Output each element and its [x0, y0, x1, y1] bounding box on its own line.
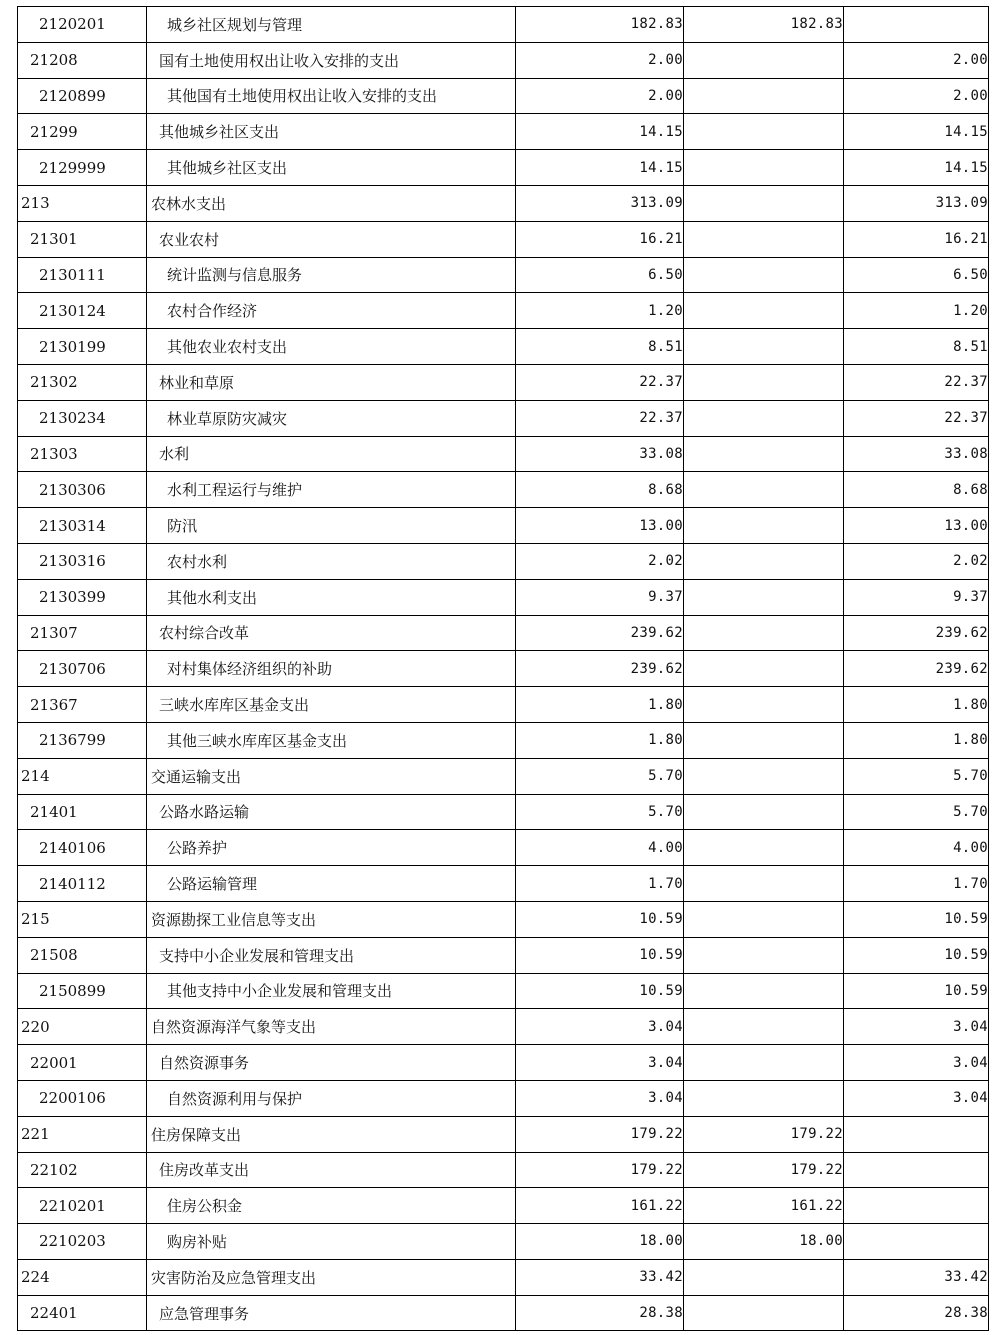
subject-name-cell: 其他三峡水库库区基金支出 — [147, 722, 516, 758]
project-expenditure-cell: 3.04 — [844, 1045, 989, 1081]
subject-name-cell: 林业和草原 — [147, 364, 516, 400]
basic-expenditure-cell — [684, 722, 844, 758]
subject-code-cell: 2120201 — [18, 7, 147, 43]
basic-expenditure-cell — [684, 150, 844, 186]
total-amount-cell: 313.09 — [516, 185, 684, 221]
total-amount-cell: 10.59 — [516, 901, 684, 937]
basic-expenditure-cell: 179.22 — [684, 1116, 844, 1152]
subject-code-cell: 2130234 — [18, 400, 147, 436]
project-expenditure-cell: 8.68 — [844, 472, 989, 508]
table-row — [18, 687, 989, 723]
table-row — [18, 257, 989, 293]
basic-expenditure-cell — [684, 508, 844, 544]
subject-code-cell: 21401 — [18, 794, 147, 830]
total-amount-cell: 1.70 — [516, 866, 684, 902]
table-row — [18, 651, 989, 687]
subject-name-cell: 农村合作经济 — [147, 293, 516, 329]
subject-name-cell: 农林水支出 — [147, 185, 516, 221]
subject-code-cell: 2130316 — [18, 543, 147, 579]
basic-expenditure-cell — [684, 651, 844, 687]
basic-expenditure-cell — [684, 42, 844, 78]
project-expenditure-cell: 4.00 — [844, 830, 989, 866]
table-row — [18, 1116, 989, 1152]
basic-expenditure-cell — [684, 543, 844, 579]
subject-name-cell: 自然资源利用与保护 — [147, 1080, 516, 1116]
project-expenditure-cell: 5.70 — [844, 758, 989, 794]
basic-expenditure-cell — [684, 973, 844, 1009]
total-amount-cell: 13.00 — [516, 508, 684, 544]
subject-code-cell: 2120899 — [18, 78, 147, 114]
total-amount-cell: 239.62 — [516, 615, 684, 651]
project-expenditure-cell: 10.59 — [844, 937, 989, 973]
project-expenditure-cell: 33.08 — [844, 436, 989, 472]
subject-name-cell: 其他水利支出 — [147, 579, 516, 615]
subject-code-cell: 21367 — [18, 687, 147, 723]
basic-expenditure-cell — [684, 114, 844, 150]
subject-code-cell: 21508 — [18, 937, 147, 973]
subject-name-cell: 住房改革支出 — [147, 1152, 516, 1188]
subject-name-cell: 应急管理事务 — [147, 1295, 516, 1331]
subject-name-cell: 公路水路运输 — [147, 794, 516, 830]
table-row — [18, 508, 989, 544]
table-row — [18, 758, 989, 794]
project-expenditure-cell: 1.70 — [844, 866, 989, 902]
subject-name-cell: 公路养护 — [147, 830, 516, 866]
project-expenditure-cell: 313.09 — [844, 185, 989, 221]
table-row — [18, 78, 989, 114]
subject-name-cell: 购房补贴 — [147, 1224, 516, 1260]
total-amount-cell: 3.04 — [516, 1045, 684, 1081]
subject-code-cell: 224 — [18, 1259, 147, 1295]
total-amount-cell: 4.00 — [516, 830, 684, 866]
project-expenditure-cell: 239.62 — [844, 615, 989, 651]
subject-code-cell: 22401 — [18, 1295, 147, 1331]
total-amount-cell: 28.38 — [516, 1295, 684, 1331]
subject-name-cell: 国有土地使用权出让收入安排的支出 — [147, 42, 516, 78]
basic-expenditure-cell — [684, 1295, 844, 1331]
subject-name-cell: 其他国有土地使用权出让收入安排的支出 — [147, 78, 516, 114]
project-expenditure-cell: 13.00 — [844, 508, 989, 544]
subject-name-cell: 水利工程运行与维护 — [147, 472, 516, 508]
subject-name-cell: 自然资源事务 — [147, 1045, 516, 1081]
project-expenditure-cell: 22.37 — [844, 364, 989, 400]
subject-code-cell: 21208 — [18, 42, 147, 78]
subject-name-cell: 住房保障支出 — [147, 1116, 516, 1152]
total-amount-cell: 5.70 — [516, 794, 684, 830]
subject-code-cell: 2200106 — [18, 1080, 147, 1116]
project-expenditure-cell — [844, 1116, 989, 1152]
table-row — [18, 1224, 989, 1260]
table-row — [18, 185, 989, 221]
project-expenditure-cell: 8.51 — [844, 329, 989, 365]
basic-expenditure-cell — [684, 329, 844, 365]
total-amount-cell: 22.37 — [516, 400, 684, 436]
subject-code-cell: 2140112 — [18, 866, 147, 902]
basic-expenditure-cell — [684, 866, 844, 902]
total-amount-cell: 8.51 — [516, 329, 684, 365]
basic-expenditure-cell — [684, 400, 844, 436]
basic-expenditure-cell — [684, 221, 844, 257]
subject-name-cell: 水利 — [147, 436, 516, 472]
total-amount-cell: 33.08 — [516, 436, 684, 472]
subject-code-cell: 2210201 — [18, 1188, 147, 1224]
table-row — [18, 293, 989, 329]
basic-expenditure-cell: 18.00 — [684, 1224, 844, 1260]
total-amount-cell: 18.00 — [516, 1224, 684, 1260]
basic-expenditure-cell — [684, 293, 844, 329]
project-expenditure-cell: 6.50 — [844, 257, 989, 293]
project-expenditure-cell: 14.15 — [844, 114, 989, 150]
subject-code-cell: 2130399 — [18, 579, 147, 615]
table-row — [18, 1295, 989, 1331]
total-amount-cell: 161.22 — [516, 1188, 684, 1224]
basic-expenditure-cell: 179.22 — [684, 1152, 844, 1188]
table-row — [18, 722, 989, 758]
subject-name-cell: 交通运输支出 — [147, 758, 516, 794]
subject-name-cell: 农村综合改革 — [147, 615, 516, 651]
subject-name-cell: 三峡水库库区基金支出 — [147, 687, 516, 723]
subject-name-cell: 其他农业农村支出 — [147, 329, 516, 365]
project-expenditure-cell: 2.00 — [844, 42, 989, 78]
basic-expenditure-cell — [684, 794, 844, 830]
subject-name-cell: 自然资源海洋气象等支出 — [147, 1009, 516, 1045]
table-row — [18, 42, 989, 78]
total-amount-cell: 2.02 — [516, 543, 684, 579]
total-amount-cell: 3.04 — [516, 1080, 684, 1116]
project-expenditure-cell: 3.04 — [844, 1080, 989, 1116]
project-expenditure-cell: 16.21 — [844, 221, 989, 257]
basic-expenditure-cell — [684, 436, 844, 472]
subject-code-cell: 21301 — [18, 221, 147, 257]
subject-code-cell: 2130314 — [18, 508, 147, 544]
subject-name-cell: 统计监测与信息服务 — [147, 257, 516, 293]
total-amount-cell: 14.15 — [516, 150, 684, 186]
table-row — [18, 901, 989, 937]
total-amount-cell: 16.21 — [516, 221, 684, 257]
subject-code-cell: 2140106 — [18, 830, 147, 866]
subject-code-cell: 21307 — [18, 615, 147, 651]
table-row — [18, 114, 989, 150]
project-expenditure-cell: 10.59 — [844, 901, 989, 937]
subject-code-cell: 2129999 — [18, 150, 147, 186]
subject-code-cell: 215 — [18, 901, 147, 937]
basic-expenditure-cell — [684, 830, 844, 866]
subject-code-cell: 2210203 — [18, 1224, 147, 1260]
table-row — [18, 364, 989, 400]
table-row — [18, 472, 989, 508]
project-expenditure-cell: 1.20 — [844, 293, 989, 329]
subject-code-cell: 2136799 — [18, 722, 147, 758]
project-expenditure-cell: 9.37 — [844, 579, 989, 615]
subject-name-cell: 支持中小企业发展和管理支出 — [147, 937, 516, 973]
subject-code-cell: 22102 — [18, 1152, 147, 1188]
table-row — [18, 1152, 989, 1188]
basic-expenditure-cell — [684, 472, 844, 508]
table-row — [18, 1188, 989, 1224]
total-amount-cell: 5.70 — [516, 758, 684, 794]
total-amount-cell: 6.50 — [516, 257, 684, 293]
table-row — [18, 221, 989, 257]
total-amount-cell: 10.59 — [516, 937, 684, 973]
basic-expenditure-cell — [684, 937, 844, 973]
subject-code-cell: 214 — [18, 758, 147, 794]
total-amount-cell: 2.00 — [516, 42, 684, 78]
subject-code-cell: 2130111 — [18, 257, 147, 293]
total-amount-cell: 8.68 — [516, 472, 684, 508]
total-amount-cell: 22.37 — [516, 364, 684, 400]
subject-name-cell: 住房公积金 — [147, 1188, 516, 1224]
basic-expenditure-cell — [684, 1259, 844, 1295]
table-row — [18, 329, 989, 365]
project-expenditure-cell: 5.70 — [844, 794, 989, 830]
subject-code-cell: 21303 — [18, 436, 147, 472]
project-expenditure-cell: 28.38 — [844, 1295, 989, 1331]
subject-code-cell: 22001 — [18, 1045, 147, 1081]
basic-expenditure-cell — [684, 1080, 844, 1116]
basic-expenditure-cell — [684, 687, 844, 723]
basic-expenditure-cell — [684, 1045, 844, 1081]
basic-expenditure-cell: 161.22 — [684, 1188, 844, 1224]
subject-code-cell: 2130199 — [18, 329, 147, 365]
project-expenditure-cell: 1.80 — [844, 687, 989, 723]
project-expenditure-cell: 1.80 — [844, 722, 989, 758]
subject-name-cell: 其他城乡社区支出 — [147, 150, 516, 186]
total-amount-cell: 33.42 — [516, 1259, 684, 1295]
table-row — [18, 1009, 989, 1045]
table-row — [18, 830, 989, 866]
table-row — [18, 973, 989, 1009]
total-amount-cell: 3.04 — [516, 1009, 684, 1045]
project-expenditure-cell: 3.04 — [844, 1009, 989, 1045]
project-expenditure-cell — [844, 1188, 989, 1224]
table-row — [18, 1045, 989, 1081]
subject-name-cell: 农业农村 — [147, 221, 516, 257]
subject-name-cell: 防汛 — [147, 508, 516, 544]
basic-expenditure-cell — [684, 78, 844, 114]
total-amount-cell: 239.62 — [516, 651, 684, 687]
basic-expenditure-cell — [684, 901, 844, 937]
project-expenditure-cell: 10.59 — [844, 973, 989, 1009]
subject-code-cell: 21302 — [18, 364, 147, 400]
table-row — [18, 615, 989, 651]
project-expenditure-cell — [844, 1224, 989, 1260]
table-body — [18, 7, 989, 1331]
project-expenditure-cell: 33.42 — [844, 1259, 989, 1295]
basic-expenditure-cell — [684, 185, 844, 221]
table-row — [18, 579, 989, 615]
basic-expenditure-cell — [684, 364, 844, 400]
subject-code-cell: 2130306 — [18, 472, 147, 508]
subject-code-cell: 213 — [18, 185, 147, 221]
subject-code-cell: 221 — [18, 1116, 147, 1152]
table-row — [18, 543, 989, 579]
subject-code-cell: 220 — [18, 1009, 147, 1045]
budget-expenditure-table — [17, 6, 989, 1331]
table-row — [18, 1259, 989, 1295]
project-expenditure-cell: 14.15 — [844, 150, 989, 186]
basic-expenditure-cell: 182.83 — [684, 7, 844, 43]
table-row — [18, 436, 989, 472]
total-amount-cell: 9.37 — [516, 579, 684, 615]
total-amount-cell: 1.80 — [516, 722, 684, 758]
basic-expenditure-cell — [684, 257, 844, 293]
total-amount-cell: 1.20 — [516, 293, 684, 329]
subject-name-cell: 对村集体经济组织的补助 — [147, 651, 516, 687]
subject-name-cell: 农村水利 — [147, 543, 516, 579]
table-row — [18, 866, 989, 902]
project-expenditure-cell: 22.37 — [844, 400, 989, 436]
table-row — [18, 400, 989, 436]
subject-name-cell: 公路运输管理 — [147, 866, 516, 902]
total-amount-cell: 179.22 — [516, 1116, 684, 1152]
project-expenditure-cell: 2.02 — [844, 543, 989, 579]
subject-name-cell: 灾害防治及应急管理支出 — [147, 1259, 516, 1295]
subject-code-cell: 2150899 — [18, 973, 147, 1009]
subject-name-cell: 其他支持中小企业发展和管理支出 — [147, 973, 516, 1009]
total-amount-cell: 2.00 — [516, 78, 684, 114]
table-row — [18, 794, 989, 830]
project-expenditure-cell: 239.62 — [844, 651, 989, 687]
table-row — [18, 150, 989, 186]
project-expenditure-cell — [844, 1152, 989, 1188]
subject-name-cell: 其他城乡社区支出 — [147, 114, 516, 150]
total-amount-cell: 1.80 — [516, 687, 684, 723]
table-row — [18, 1080, 989, 1116]
subject-name-cell: 城乡社区规划与管理 — [147, 7, 516, 43]
subject-code-cell: 21299 — [18, 114, 147, 150]
total-amount-cell: 182.83 — [516, 7, 684, 43]
basic-expenditure-cell — [684, 615, 844, 651]
basic-expenditure-cell — [684, 1009, 844, 1045]
basic-expenditure-cell — [684, 579, 844, 615]
subject-name-cell: 资源勘探工业信息等支出 — [147, 901, 516, 937]
total-amount-cell: 14.15 — [516, 114, 684, 150]
subject-code-cell: 2130124 — [18, 293, 147, 329]
total-amount-cell: 179.22 — [516, 1152, 684, 1188]
subject-name-cell: 林业草原防灾减灾 — [147, 400, 516, 436]
table-row — [18, 937, 989, 973]
project-expenditure-cell — [844, 7, 989, 43]
project-expenditure-cell: 2.00 — [844, 78, 989, 114]
table-row — [18, 7, 989, 43]
total-amount-cell: 10.59 — [516, 973, 684, 1009]
subject-code-cell: 2130706 — [18, 651, 147, 687]
basic-expenditure-cell — [684, 758, 844, 794]
